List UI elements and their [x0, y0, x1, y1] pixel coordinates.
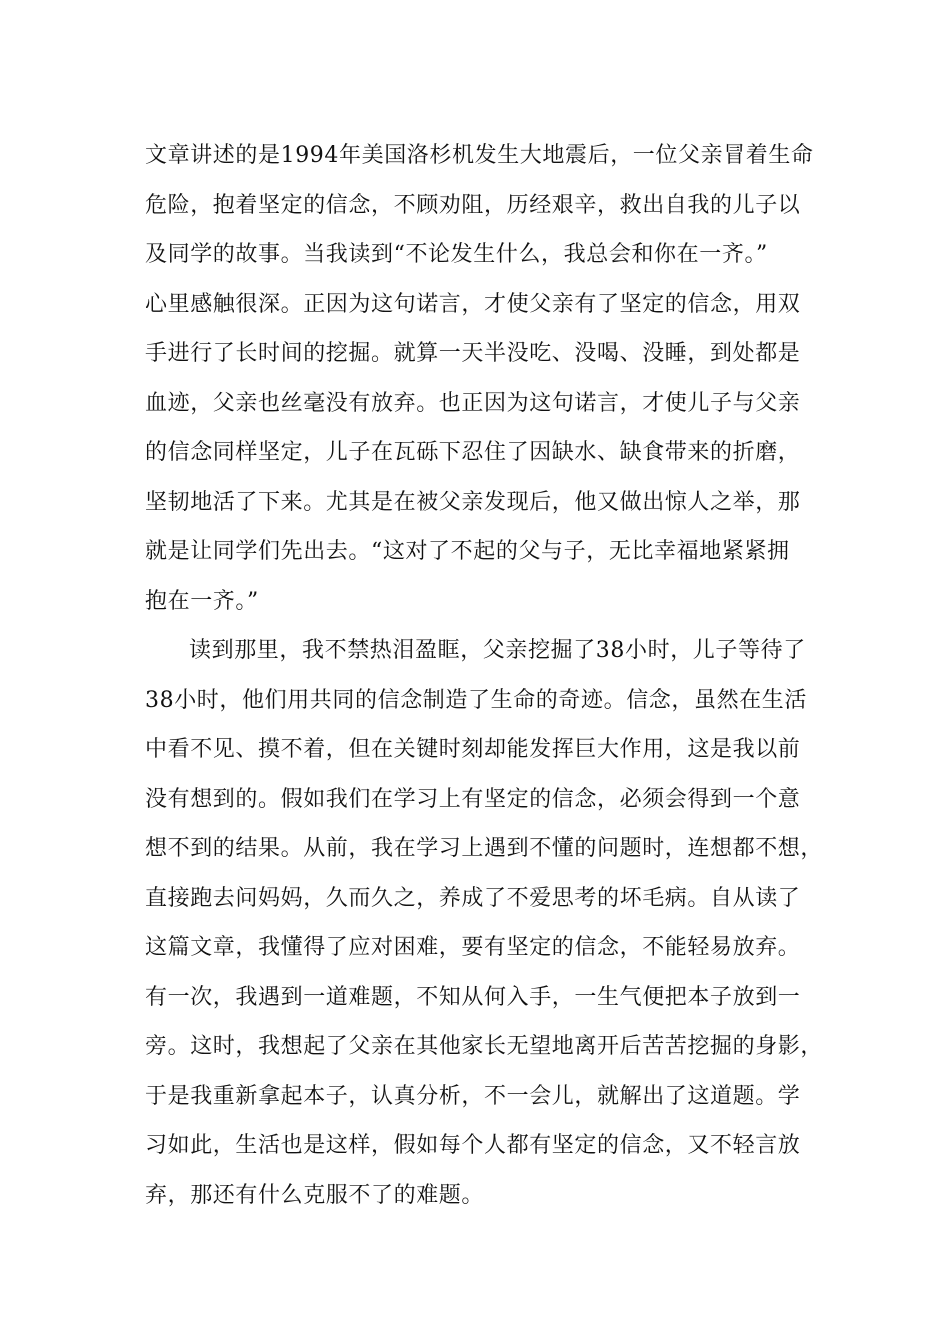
essay-text: [145, 131, 825, 1220]
text-line: 旁。这时，我想起了父亲在其他家长无望地离开后苦苦挖掘的身影，: [145, 1034, 824, 1059]
text-line: 直接跑去问妈妈，久而久之，养成了不爱思考的坏毛病。自从读了: [145, 885, 801, 911]
text-line: 抱在一齐。”: [145, 588, 259, 614]
text-line: 就是让同学们先出去。“这对了不起的父与子，无比幸福地紧紧拥: [145, 539, 790, 564]
text-line: 有一次，我遇到一道难题，不知从何入手，一生气便把本子放到一: [145, 984, 801, 1010]
paragraph-start-line: 读到那里，我不禁热泪盈眶，父亲挖掘了38小时，儿子等待了: [189, 638, 806, 663]
text-line: 没有想到的。假如我们在学习上有坚定的信念，必须会得到一个意: [145, 786, 801, 812]
text-line: 弃，那还有什么克服不了的难题。: [145, 1182, 485, 1208]
text-line: 38小时，他们用共同的信念制造了生命的奇迹。信念，虽然在生活: [145, 687, 807, 713]
text-line: 及同学的故事。当我读到“不论发生什么，我总会和你在一齐。”: [145, 242, 768, 267]
text-line: 血迹，父亲也丝毫没有放弃。也正因为这句诺言，才使儿子与父亲: [145, 390, 801, 416]
text-line: 习如此，生活也是这样，假如每个人都有坚定的信念，又不轻言放: [145, 1133, 801, 1158]
text-line: 的信念同样坚定，儿子在瓦砾下忍住了因缺水、缺食带来的折磨，: [145, 440, 801, 465]
text-line: 心里感触很深。正因为这句诺言，才使父亲有了坚定的信念，用双: [145, 291, 801, 317]
text-line: 坚韧地活了下来。尤其是在被父亲发现后，他又做出惊人之举，那: [145, 489, 801, 515]
text-line: 想不到的结果。从前，我在学习上遇到不懂的问题时，连想都不想，: [145, 836, 824, 861]
text-line: 中看不见、摸不着，但在关键时刻却能发挥巨大作用，这是我以前: [145, 737, 801, 762]
text-line: 危险，抱着坚定的信念，不顾劝阻，历经艰辛，救出自我的儿子以: [145, 192, 801, 218]
text-line: 手进行了长时间的挖掘。就算一天半没吃、没喝、没睡，到处都是: [145, 341, 801, 366]
text-line: 这篇文章，我懂得了应对困难，要有坚定的信念，不能轻易放弃。: [145, 935, 801, 960]
text-line: 于是我重新拿起本子，认真分析，不一会儿，就解出了这道题。学: [145, 1083, 801, 1109]
text-line: 文章讲述的是1994年美国洛杉机发生大地震后，一位父亲冒着生命: [145, 143, 814, 168]
